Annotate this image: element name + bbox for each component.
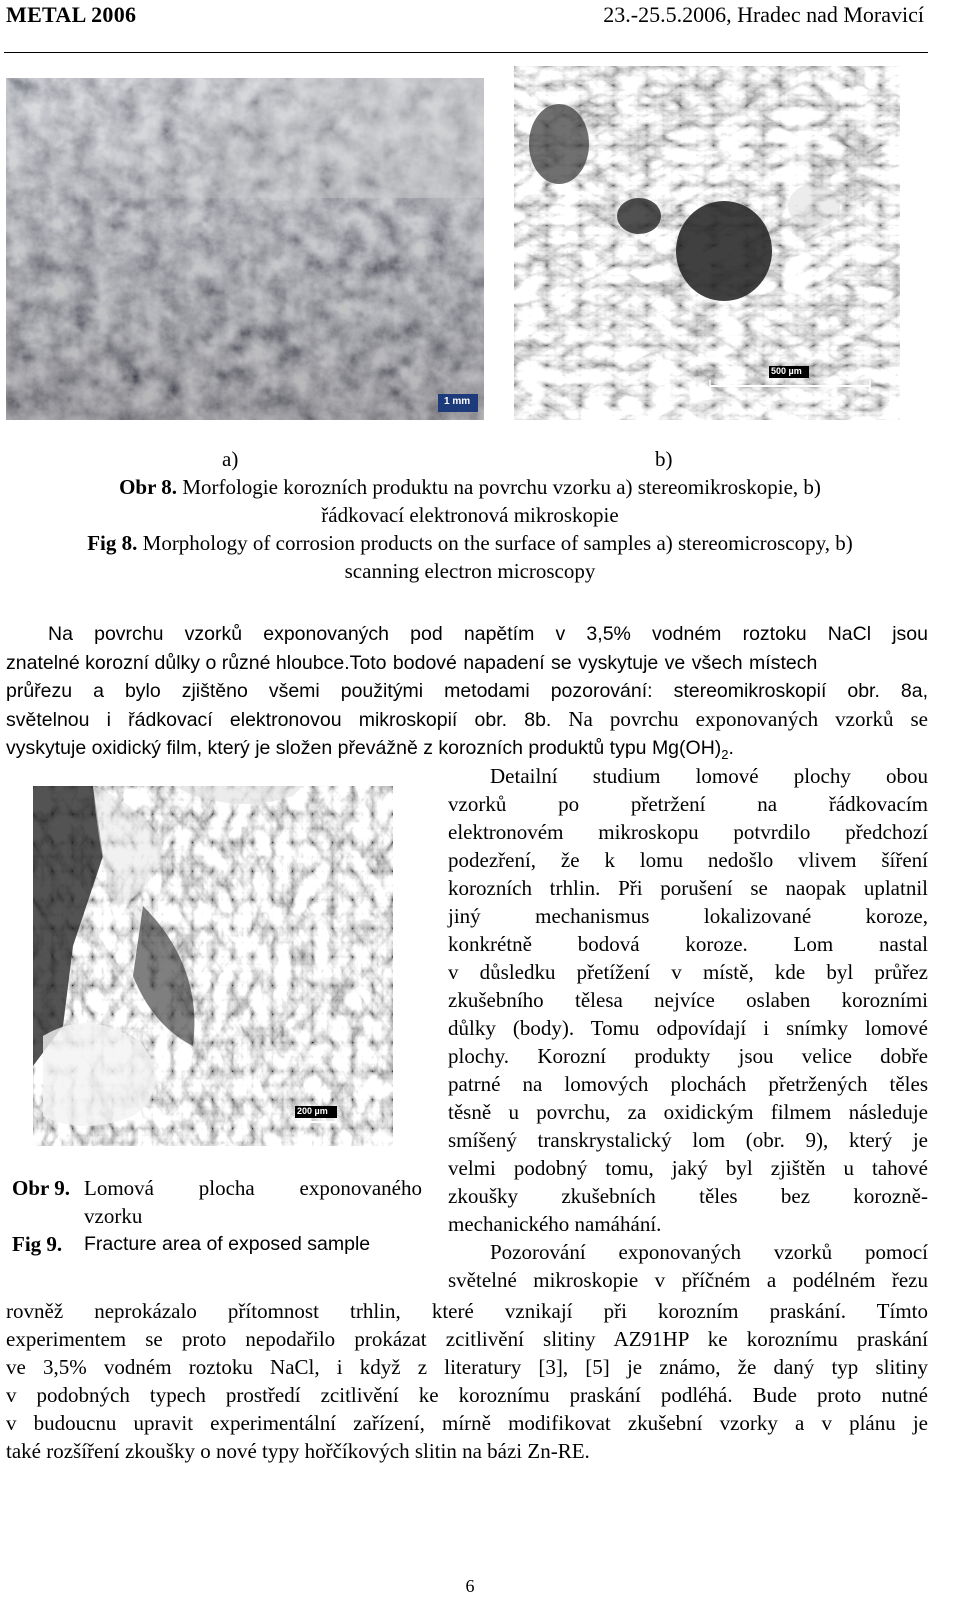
conference-date-place: 23.-25.5.2006, Hradec nad Moravicí [603, 2, 924, 27]
paragraph-1-line4a: světelnou i řádkovací elektronovou mikroskopií obr. 8b. [6, 709, 552, 731]
paragraph-2-line: Detailní studium lomové plochy obou [490, 764, 928, 788]
figure-8-caption-en-prefix: Fig 8. [87, 531, 138, 555]
paragraph-2-line: důlky (body). Tomu odpovídají i snímky lomové [448, 1016, 928, 1040]
paragraph-2-line: smíšený transkrystalický lom (obr. 9), který je [448, 1128, 928, 1152]
paragraph-3-line: v budoucnu upravit experimentální zařízení, mírně modifikovat zkušební vzorky a v plánu je [6, 1411, 928, 1435]
figure-8-caption-en-text1: Morphology of corrosion products on the surface of samples a) stereomicroscopy, b) [142, 531, 853, 555]
figure-9-caption-cz-text1: Lomová plocha exponovaného [84, 1176, 422, 1200]
figure-8-caption-cz-line1 [0, 475, 940, 500]
figure-9-caption-cz [12, 1174, 422, 1230]
conference-title: METAL 2006 [6, 2, 137, 27]
paragraph-1-line3: průřezu a bylo zjištěno všemi použitými metodami pozorování: stereomikroskopií obr. 8a, [6, 680, 928, 702]
paragraph-3-line: Pozorování exponovaných vzorků pomocí [490, 1240, 928, 1264]
figure-8-caption-cz-text1: Morfologie korozních produktu na povrchu vzorku a) stereomikroskopie, b) [182, 475, 821, 499]
figure-8a-stereomicroscopy-image [6, 78, 484, 420]
paragraph-2-line: jiný mechanismus lokalizované koroze, [448, 904, 928, 928]
paragraph-2-line: velmi podobný tomu, jaký byl zjištěn u tahové [448, 1156, 928, 1180]
page-number: 6 [465, 1576, 475, 1596]
paragraph-3 [6, 1297, 928, 1465]
scale-bar-label-a: 1 mm [444, 396, 471, 407]
figure-9-caption [12, 1174, 422, 1258]
paragraph-2-line: zkušebního tělesa nejvíce oslaben korozními [448, 988, 928, 1012]
paragraph-3-line: rovněž neprokázalo přítomnost trhlin, které vznikají při korozním praskání. Tímto [6, 1299, 928, 1323]
figure-9-caption-en-text: Fracture area of exposed sample [84, 1233, 371, 1255]
paragraph-2-line: v důsledku přetížení v místě, kde byl průřez [448, 960, 928, 984]
paragraph-2-line: elektronovém mikroskopu potvrdilo předchozí [448, 820, 928, 844]
paragraph-2-line: plochy. Korozní produkty jsou velice dobře [448, 1044, 928, 1068]
paragraph-1-line2b: Toto bodové napadení se vyskytuje ve všech místech [349, 652, 818, 674]
figure-8b-sem-image [514, 66, 900, 420]
figure-9-caption-cz-body [84, 1174, 422, 1230]
figure-8b-label: b) [655, 447, 673, 471]
paragraph-1-line2a: znatelné korozní důlky o různé hloubce. [6, 652, 350, 674]
paragraph-1-line4b: Na povrchu exponovaných vzorků se [551, 707, 928, 731]
paragraph-2-line: zkoušky zkušebních těles bez korozně- [448, 1184, 928, 1208]
paragraph-1 [6, 620, 928, 769]
figure-8-caption-en-line2: scanning electron microscopy [344, 559, 596, 583]
header-rule [4, 52, 928, 53]
figure-8-caption-cz-line2: řádkovací elektronová mikroskopie [321, 503, 619, 527]
paragraph-2-line: korozních trhlin. Při porušení se naopak uplatnil [448, 876, 928, 900]
paragraph-1-line5-text: vyskytuje oxidický film, který je složen převážně z korozních produktů typu Mg(OH) [6, 737, 722, 759]
paragraph-3-line: světelné mikroskopie v příčném a podélném řezu [448, 1268, 928, 1292]
paragraph-2-line: patrné na lomových plochách přetržených těles [448, 1072, 928, 1096]
paragraph-3-line: ve 3,5% vodném roztoku NaCl, i když z literatury [3], [5] je známo, že daný typ slitiny [6, 1355, 928, 1379]
figure-8-caption-cz-prefix: Obr 8. [119, 475, 178, 499]
paragraph-2 [448, 762, 928, 1294]
paragraph-2-line: mechanického namáhání. [448, 1212, 662, 1236]
scale-bar-label-9: 200 µm [297, 1106, 328, 1116]
paragraph-1-line4 [6, 705, 928, 734]
paragraph-3-line: experimentem se proto nepodařilo prokázat zcitlivění slitiny AZ91HP ke koroznímu praskání [6, 1327, 928, 1351]
paragraph-2-line: konkrétně bodová koroze. Lom nastal [448, 932, 928, 956]
paragraph-2-line: těsně u povrchu, za oxidickým filmem následuje [448, 1100, 928, 1124]
figure-9-caption-en [12, 1230, 422, 1258]
figure-9-caption-en-prefix: Fig 9. [12, 1232, 63, 1256]
figure-8a-label: a) [222, 447, 239, 471]
paragraph-1-line5-subscript: 2 [721, 746, 729, 762]
paragraph-1-line5-end: . [728, 737, 734, 759]
paragraph-1-line2 [6, 648, 928, 677]
figure-9-caption-cz-prefix: Obr 9. [12, 1176, 70, 1200]
figure-9-caption-cz-text2: vzorku [84, 1204, 143, 1228]
paragraph-2-line: podezření, že k lomu nedošlo vlivem šíření [448, 848, 928, 872]
scale-bar-label-b: 500 µm [771, 366, 802, 376]
figure-9-fracture-image [33, 786, 393, 1146]
paragraph-3-line: v podobných typech prostředí zcitlivění ke koroznímu praskání podléhá. Bude proto nutné [6, 1383, 928, 1407]
paragraph-3-line: také rozšíření zkoušky o nové typy hořčíkových slitin na bázi Zn-RE. [6, 1439, 590, 1463]
paragraph-1-line1: Na povrchu vzorků exponovaných pod napětím v 3,5% vodném roztoku NaCl jsou [48, 623, 928, 645]
figure-8-caption-en-line1 [0, 531, 940, 556]
paragraph-2-line: vzorků po přetržení na řádkovacím [448, 792, 928, 816]
